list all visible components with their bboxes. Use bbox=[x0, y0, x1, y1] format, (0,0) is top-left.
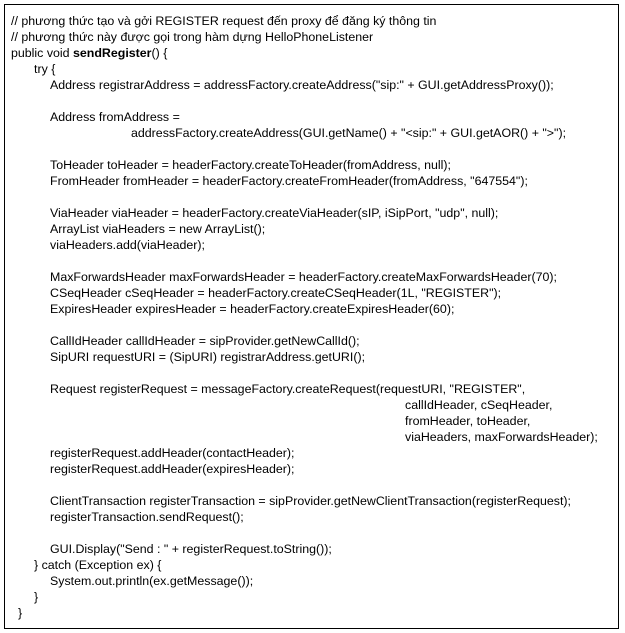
catch-open-line: } catch (Exception ex) { bbox=[34, 558, 162, 572]
register-request-line-1: Request registerRequest = messageFactory.createRequest(requestURI, "REGISTER", bbox=[50, 382, 526, 396]
signature-prefix: public void bbox=[11, 46, 73, 60]
via-add-line: viaHeaders.add(viaHeader); bbox=[50, 238, 205, 252]
add-expires-line: registerRequest.addHeader(expiresHeader); bbox=[50, 462, 295, 476]
cseq-line: CSeqHeader cSeqHeader = headerFactory.createCSeqHeader(1L, "REGISTER"); bbox=[50, 286, 502, 300]
register-request-line-4: viaHeaders, maxForwardsHeader); bbox=[405, 430, 598, 444]
registrar-address-line: Address registrarAddress = addressFactory.createAddress("sip:" + GUI.getAddressProxy()); bbox=[50, 78, 554, 92]
request-uri-line: SipURI requestURI = (SipURI) registrarAddress.getURI(); bbox=[50, 350, 366, 364]
client-transaction-line: ClientTransaction registerTransaction = sipProvider.getNewClientTransaction(registerRequest); bbox=[50, 494, 571, 508]
to-header-line: ToHeader toHeader = headerFactory.createToHeader(fromAddress, null); bbox=[50, 158, 451, 172]
callid-line: CallIdHeader callIdHeader = sipProvider.getNewCallId(); bbox=[50, 334, 360, 348]
via-header-line: ViaHeader viaHeader = headerFactory.createViaHeader(sIP, iSipPort, "udp", null); bbox=[50, 206, 499, 220]
method-close-line: } bbox=[18, 606, 23, 620]
signature-suffix: () { bbox=[151, 46, 168, 60]
catch-close-line: } bbox=[34, 590, 39, 604]
code-lines bbox=[5, 5, 618, 628]
via-list-line: ArrayList viaHeaders = new ArrayList(); bbox=[50, 222, 266, 236]
from-address-decl-line: Address fromAddress = bbox=[50, 110, 180, 124]
add-contact-line: registerRequest.addHeader(contactHeader); bbox=[50, 446, 295, 460]
gui-display-line: GUI.Display("Send : " + registerRequest.toString()); bbox=[50, 542, 332, 556]
code-listing bbox=[4, 4, 619, 629]
println-line: System.out.println(ex.getMessage()); bbox=[50, 574, 254, 588]
comment-line-2: // phương thức này được gọi trong hàm dựng HelloPhoneListener bbox=[11, 30, 374, 44]
register-request-line-2: callIdHeader, cSeqHeader, bbox=[405, 398, 553, 412]
expires-line: ExpiresHeader expiresHeader = headerFactory.createExpiresHeader(60); bbox=[50, 302, 455, 316]
try-open-line: try { bbox=[34, 62, 56, 76]
register-request-line-3: fromHeader, toHeader, bbox=[405, 414, 531, 428]
send-request-line: registerTransaction.sendRequest(); bbox=[50, 510, 244, 524]
method-signature bbox=[11, 45, 167, 61]
max-forwards-line: MaxForwardsHeader maxForwardsHeader = headerFactory.createMaxForwardsHeader(70); bbox=[50, 270, 557, 284]
from-address-call-line: addressFactory.createAddress(GUI.getName() + "<sip:" + GUI.getAOR() + ">"); bbox=[131, 126, 567, 140]
from-header-line: FromHeader fromHeader = headerFactory.createFromHeader(fromAddress, "647554"); bbox=[50, 174, 528, 188]
method-name: sendRegister bbox=[73, 46, 152, 60]
comment-line-1: // phương thức tạo và gởi REGISTER request đến proxy để đăng ký thông tin bbox=[11, 14, 437, 28]
